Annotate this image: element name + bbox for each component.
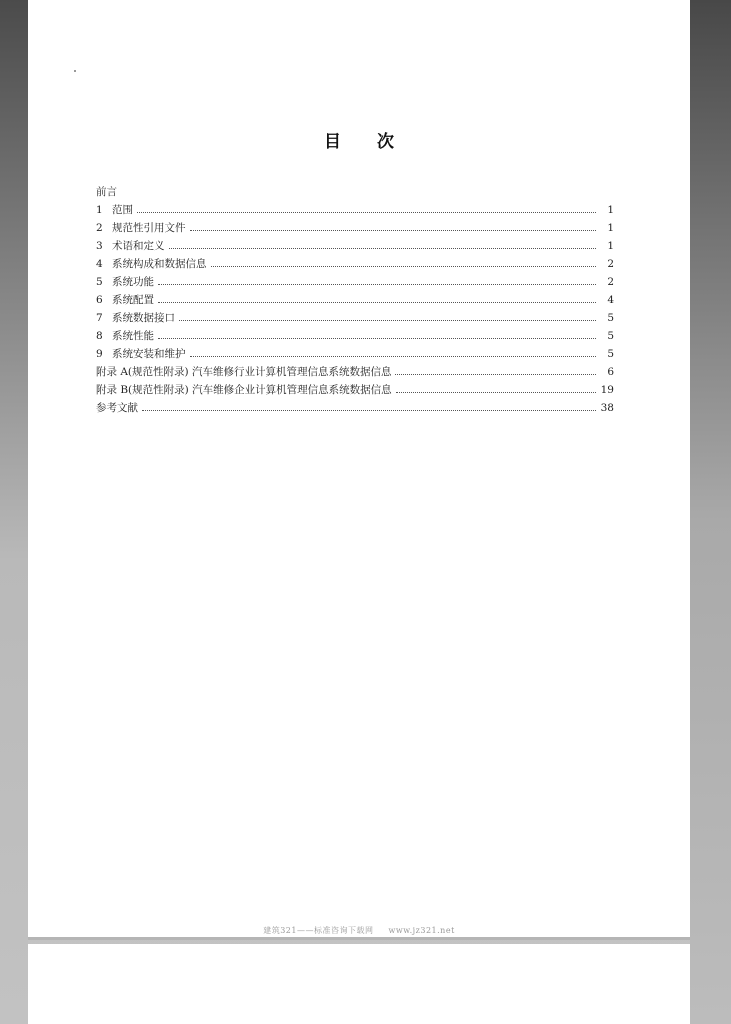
toc-entry-page: 2	[607, 276, 614, 288]
toc-leader-dots	[211, 266, 597, 267]
toc-entry-page: 1	[607, 204, 614, 216]
toc-entry-label: 系统数据接口	[112, 312, 175, 324]
toc-entry-number: 4	[96, 258, 103, 270]
toc-entry-number: 5	[96, 276, 103, 288]
toc-entry-number: 3	[96, 240, 103, 252]
toc-entry-label: 系统安装和维护	[112, 348, 186, 360]
toc-entry[interactable]	[96, 201, 614, 219]
toc-entry-label: 系统性能	[112, 330, 154, 342]
viewer-left-margin	[0, 0, 28, 1024]
toc-leader-dots	[190, 230, 597, 231]
watermark-site-name: 建筑321——标准咨询下载网	[263, 926, 374, 935]
toc-leader-dots	[137, 212, 596, 213]
toc-leader-dots	[169, 248, 597, 249]
toc-leader-dots	[190, 356, 597, 357]
toc-leader-dots	[158, 302, 596, 303]
toc-leader-dots	[395, 374, 596, 375]
toc-entry-label: 系统功能	[112, 276, 154, 288]
toc-entry[interactable]	[96, 273, 614, 291]
next-document-page[interactable]	[28, 944, 690, 1024]
toc-entry-page: 38	[600, 402, 614, 414]
toc-leader-dots	[158, 338, 596, 339]
toc-leader-dots	[396, 392, 596, 393]
toc-entry-page: 19	[600, 384, 614, 396]
toc-entry-label: 范围	[112, 204, 133, 216]
toc-entry-number: 9	[96, 348, 103, 360]
toc-entry[interactable]	[96, 183, 614, 201]
toc-entry-label: 规范性引用文件	[112, 222, 186, 234]
toc-entry[interactable]	[96, 219, 614, 237]
toc-entry[interactable]	[96, 237, 614, 255]
toc-entry-number: 8	[96, 330, 103, 342]
toc-entry-label: 附录 B(规范性附录) 汽车维修企业计算机管理信息系统数据信息	[96, 384, 392, 396]
toc-entry-label: 系统配置	[112, 294, 154, 306]
toc-entry-number: 1	[96, 204, 103, 216]
watermark-url: www.jz321.net	[388, 926, 455, 935]
toc-entry-number: 2	[96, 222, 103, 234]
toc-entry-number: 7	[96, 312, 103, 324]
viewer-right-margin	[690, 0, 731, 1024]
toc-entry-page: 5	[607, 348, 614, 360]
toc-entry[interactable]	[96, 345, 614, 363]
document-page[interactable]	[28, 0, 690, 940]
toc-entry-label: 术语和定义	[112, 240, 165, 252]
toc-entry-page: 5	[607, 312, 614, 324]
title-char-1: 目	[324, 132, 342, 152]
toc-entry-label: 前言	[96, 186, 117, 198]
page-title	[28, 127, 690, 152]
toc-entry[interactable]	[96, 327, 614, 345]
toc-entry-page: 6	[607, 366, 614, 378]
toc-entry[interactable]	[96, 309, 614, 327]
toc-entry-number: 6	[96, 294, 103, 306]
toc-entry-page: 1	[607, 240, 614, 252]
toc-entry-label: 参考文献	[96, 402, 138, 414]
toc-entry[interactable]	[96, 291, 614, 309]
toc-leader-dots	[158, 284, 596, 285]
toc-entry-page: 2	[607, 258, 614, 270]
scan-speck	[74, 70, 76, 72]
table-of-contents	[96, 183, 614, 417]
toc-entry[interactable]	[96, 363, 614, 381]
toc-entry[interactable]	[96, 255, 614, 273]
toc-entry-label: 附录 A(规范性附录) 汽车维修行业计算机管理信息系统数据信息	[96, 366, 392, 378]
toc-leader-dots	[142, 410, 596, 411]
title-char-2: 次	[376, 132, 394, 152]
toc-entry-page: 1	[607, 222, 614, 234]
toc-entry-page: 4	[607, 294, 614, 306]
toc-entry-label: 系统构成和数据信息	[112, 258, 207, 270]
toc-entry[interactable]	[96, 399, 614, 417]
footer-watermark	[28, 925, 690, 936]
toc-leader-dots	[179, 320, 596, 321]
toc-entry[interactable]	[96, 381, 614, 399]
toc-entry-page: 5	[607, 330, 614, 342]
